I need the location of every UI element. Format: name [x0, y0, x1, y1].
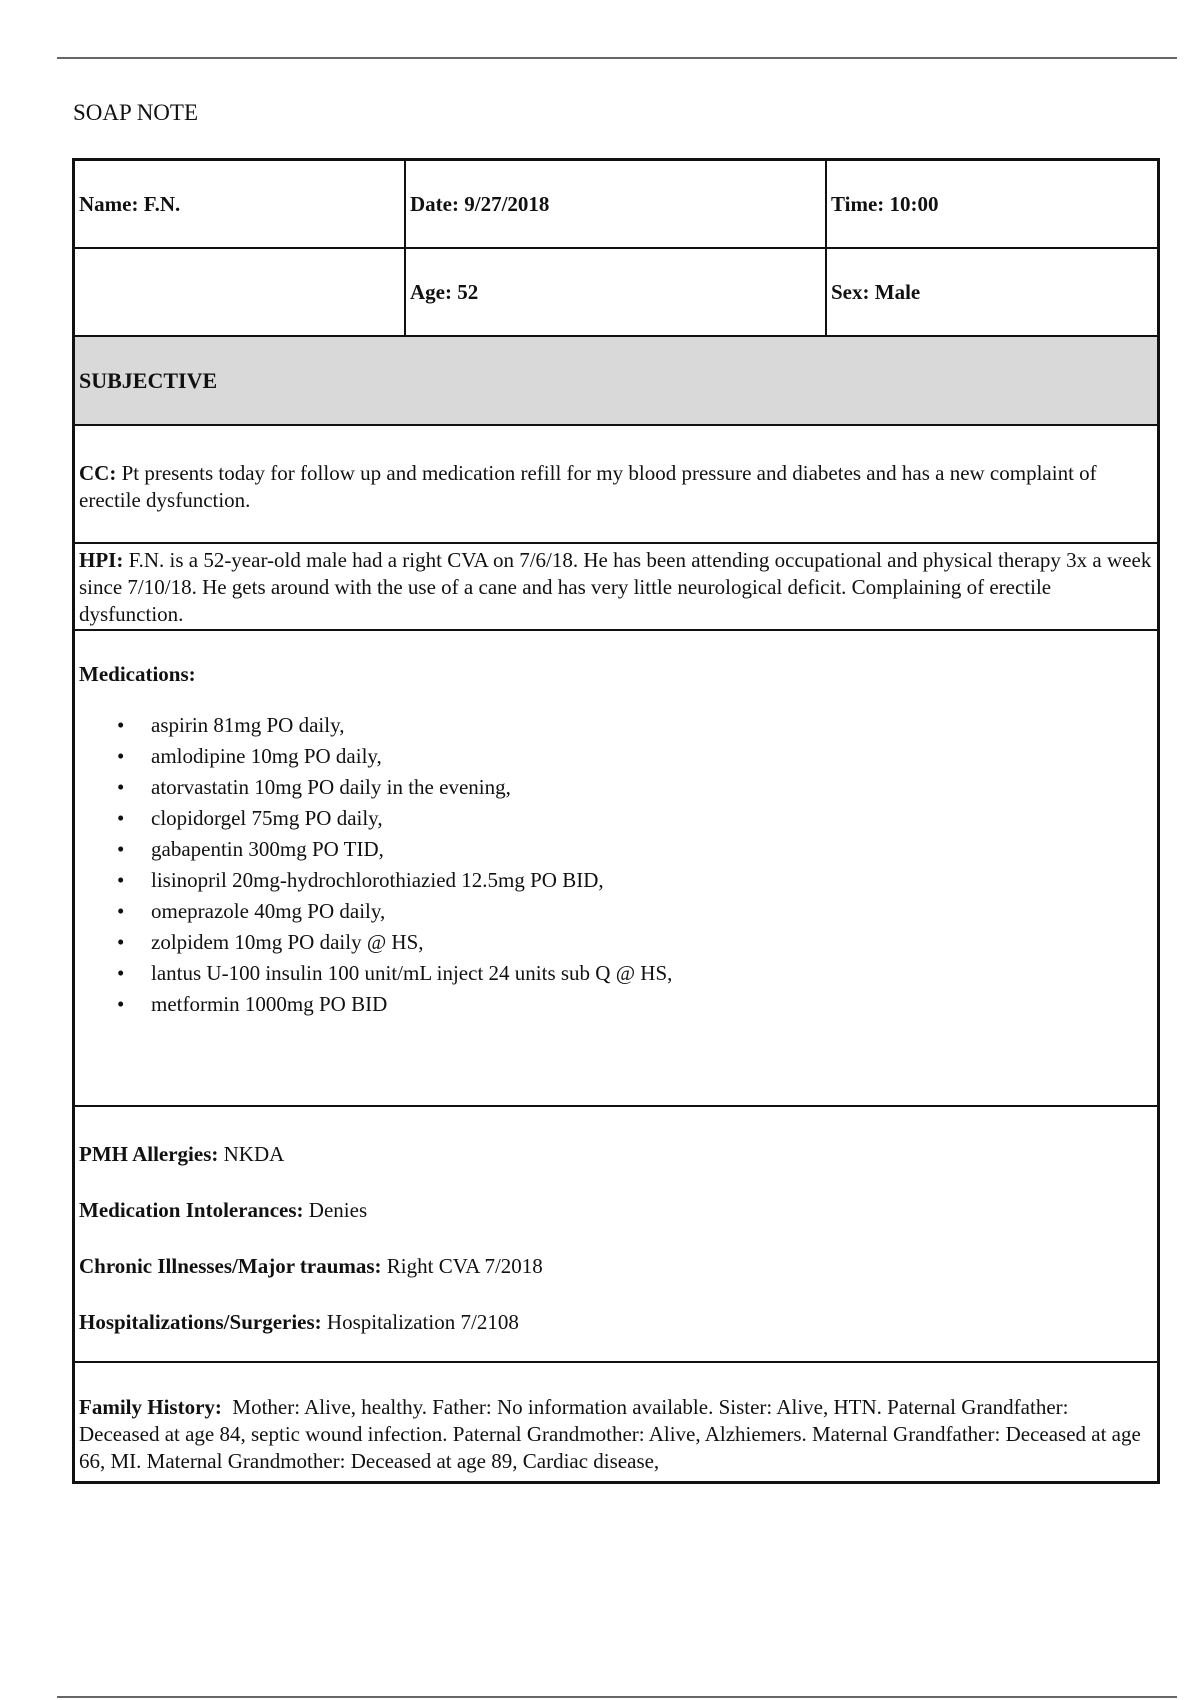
hpi-value: F.N. is a 52-year-old male had a right CVA on 7/6/18. He has been attending occupational and physical therapy 3x a week since 7/10/18. He gets around with the use of a cane and has very little neurological deficit. Complaining of erectile dysfunction.	[79, 548, 1152, 626]
hospitalizations-line	[79, 1309, 1153, 1336]
bottom-rule	[57, 1696, 1177, 1698]
name-cell	[75, 161, 406, 247]
intolerances-value: Denies	[308, 1198, 368, 1222]
hpi-label: HPI:	[79, 548, 124, 572]
hosp-label: Hospitalizations/Surgeries:	[79, 1310, 322, 1334]
family-history-label: Family History:	[79, 1395, 222, 1419]
header-row-1	[75, 161, 1157, 249]
document-title: SOAP NOTE	[73, 100, 199, 125]
date-cell	[406, 161, 827, 247]
top-rule	[57, 57, 1177, 59]
intolerances-line	[79, 1197, 1153, 1224]
chronic-label: Chronic Illnesses/Major traumas:	[79, 1254, 382, 1278]
medication-item: • aspirin 81mg PO daily,	[151, 710, 1153, 741]
medication-item: • omeprazole 40mg PO daily,	[151, 896, 1153, 927]
date-value: 9/27/2018	[464, 191, 550, 216]
family-history-section	[75, 1363, 1157, 1481]
empty-cell	[75, 249, 406, 335]
medications-label: Medications:	[79, 662, 196, 686]
medications-list	[79, 710, 1153, 1020]
medication-item: • atorvastatin 10mg PO daily in the evening,	[151, 772, 1153, 803]
date-label: Date:	[410, 191, 459, 216]
chronic-value: Right CVA 7/2018	[386, 1254, 543, 1278]
name-label: Name:	[79, 191, 139, 216]
cc-label: CC:	[79, 461, 117, 485]
medication-item: • metformin 1000mg PO BID	[151, 989, 1153, 1020]
hpi-section	[75, 544, 1157, 631]
intolerances-label: Medication Intolerances:	[79, 1198, 304, 1222]
subjective-heading: SUBJECTIVE	[79, 367, 218, 393]
age-cell	[406, 249, 827, 335]
sex-label: Sex:	[831, 279, 870, 304]
hpi-text	[79, 547, 1153, 629]
family-history-text	[79, 1394, 1153, 1481]
allergies-line	[79, 1141, 1153, 1168]
soap-table	[72, 158, 1160, 1484]
pmh-section	[75, 1107, 1157, 1363]
chronic-illnesses-line	[79, 1253, 1153, 1280]
allergies-value: NKDA	[223, 1142, 285, 1166]
family-history-value: Mother: Alive, healthy. Father: No information available. Sister: Alive, HTN. Paternal Grandfather: Deceased at age 84, septic wound infection. Paternal Grandmother: Alive, Alzhiemers. Maternal Grandfather: Deceased at age 66, MI. Maternal Grandmother: Deceased at age 89, Cardiac disease,	[79, 1395, 1141, 1473]
hosp-value: Hospitalization 7/2108	[326, 1310, 519, 1334]
header-row-2	[75, 249, 1157, 337]
medication-item: • amlodipine 10mg PO daily,	[151, 741, 1153, 772]
age-label: Age:	[410, 279, 452, 304]
medication-item: • lisinopril 20mg-hydrochlorothiazied 12.5mg PO BID,	[151, 865, 1153, 896]
sex-cell	[827, 249, 1157, 335]
subjective-heading-row	[75, 337, 1157, 426]
age-value: 52	[457, 279, 479, 304]
name-value: F.N.	[143, 191, 181, 216]
time-value: 10:00	[889, 191, 939, 216]
medication-item: • gabapentin 300mg PO TID,	[151, 834, 1153, 865]
time-cell	[827, 161, 1157, 247]
cc-value: Pt presents today for follow up and medication refill for my blood pressure and diabetes and has a new complaint of erectile dysfunction.	[79, 461, 1097, 512]
medication-item: • zolpidem 10mg PO daily @ HS,	[151, 927, 1153, 958]
chief-complaint-section	[75, 426, 1157, 544]
medication-item: • clopidorgel 75mg PO daily,	[151, 803, 1153, 834]
medications-section	[75, 631, 1157, 1107]
sex-value: Male	[874, 279, 921, 304]
allergies-label: PMH Allergies:	[79, 1142, 219, 1166]
medication-item: • lantus U-100 insulin 100 unit/mL inject 24 units sub Q @ HS,	[151, 958, 1153, 989]
chief-complaint-text	[79, 460, 1153, 542]
time-label: Time:	[831, 191, 885, 216]
